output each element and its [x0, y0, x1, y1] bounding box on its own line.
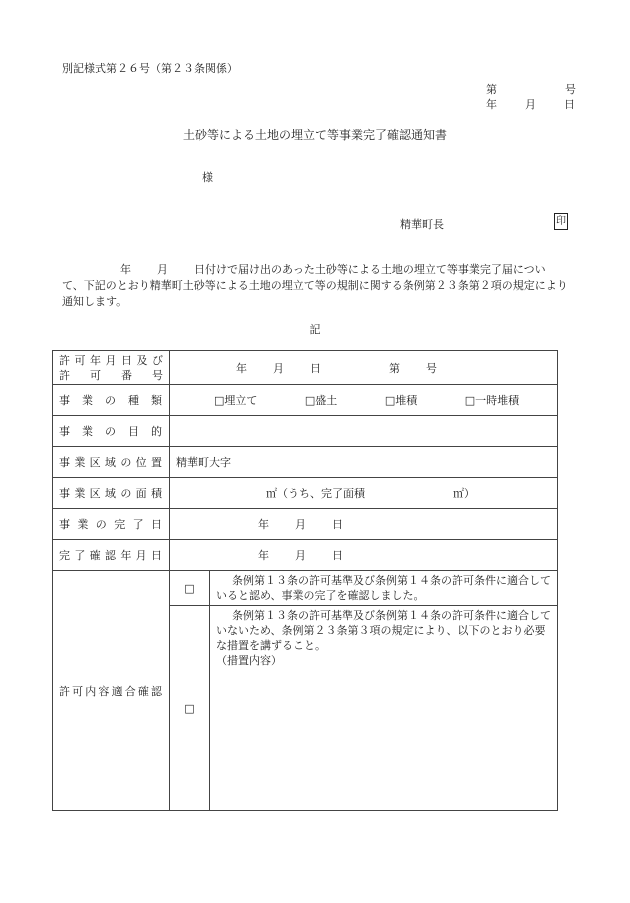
compliance-label: 許可内容適合確認 [53, 571, 170, 811]
type-option[interactable]: □堆積 [384, 394, 418, 407]
area-label: 事業区域の面積 [53, 478, 170, 509]
table-row [53, 478, 558, 509]
table-row [53, 509, 558, 540]
type-option[interactable]: □埋立て [214, 394, 258, 407]
option1-checkbox[interactable]: □ [170, 571, 210, 606]
body-rest: て、下記のとおり精華町土砂等による土地の埋立て等の規制に関する条例第２３条第２項の規定により通知します。 [62, 279, 568, 308]
date-month: 月 [525, 98, 536, 111]
complete-day: 日 [332, 518, 343, 531]
issuer-name: 精華町長 [400, 218, 444, 231]
permit-no-suffix: 号 [426, 361, 437, 375]
permit-label-1: 許可年月日及び [59, 353, 163, 367]
type-options [170, 385, 558, 416]
table-row [53, 540, 558, 571]
confirm-date-value[interactable] [170, 540, 558, 571]
option1-text [210, 571, 558, 606]
option1-sentence: 条例第１３条の許可基準及び条例第１４条の許可条件に適合していると認め、事業の完了を確認しました。 [216, 574, 551, 602]
number-suffix: 号 [565, 83, 576, 96]
date-day: 日 [564, 98, 575, 111]
ki-heading: 記 [309, 323, 321, 336]
option2-note: （措置内容） [216, 654, 282, 667]
number-prefix: 第 [486, 83, 497, 96]
seal-mark: 印 [554, 213, 568, 230]
type-label: 事業の種類 [53, 385, 170, 416]
area-text: ㎡（うち、完了面積 ㎡） [266, 487, 475, 500]
table-row [53, 447, 558, 478]
purpose-label: 事業の目的 [53, 416, 170, 447]
permit-month: 月 [273, 361, 284, 375]
body-paragraph [62, 262, 568, 310]
date-year: 年 [486, 98, 497, 111]
table-row [53, 351, 558, 385]
document-date [486, 96, 575, 112]
permit-no-prefix: 第 [389, 361, 400, 375]
location-value[interactable]: 精華町大字 [170, 447, 558, 478]
body-year: 年 [120, 263, 131, 276]
complete-year: 年 [258, 518, 269, 531]
permit-day: 日 [310, 361, 321, 375]
type-option[interactable]: □盛土 [304, 394, 338, 407]
permit-label-cell [53, 351, 170, 385]
permit-year: 年 [236, 361, 247, 375]
option2-text [210, 606, 558, 811]
confirm-day: 日 [332, 549, 343, 562]
details-table [52, 350, 558, 811]
addressee-suffix: 様 [202, 171, 213, 184]
document-number [486, 81, 576, 97]
body-month: 月 [157, 263, 168, 276]
form-number-label: 別記様式第２６号（第２３条関係） [62, 62, 238, 75]
area-value[interactable] [170, 478, 558, 509]
table-row [53, 416, 558, 447]
document-title: 土砂等による土地の埋立て等事業完了確認通知書 [182, 128, 447, 142]
complete-label: 事業の完了日 [53, 509, 170, 540]
option2-checkbox[interactable]: □ [170, 606, 210, 811]
body-line1: 日付けで届け出のあった土砂等による土地の埋立て等事業完了届につい [194, 263, 546, 276]
purpose-value[interactable] [170, 416, 558, 447]
table-row [53, 385, 558, 416]
permit-value-cell [170, 351, 558, 385]
permit-label-2: 許 可 番 号 [59, 368, 163, 382]
confirm-date-label: 完了確認年月日 [53, 540, 170, 571]
confirm-month: 月 [295, 549, 306, 562]
type-option[interactable]: □一時堆積 [464, 394, 520, 407]
option2-sentence: 条例第１３条の許可基準及び条例第１４条の許可条件に適合していないため、条例第２３条第３項の規定により、以下のとおり必要な措置を講ずること。 [216, 609, 551, 652]
complete-month: 月 [295, 518, 306, 531]
table-row [53, 571, 558, 606]
complete-value[interactable] [170, 509, 558, 540]
confirm-year: 年 [258, 549, 269, 562]
location-label: 事業区域の位置 [53, 447, 170, 478]
